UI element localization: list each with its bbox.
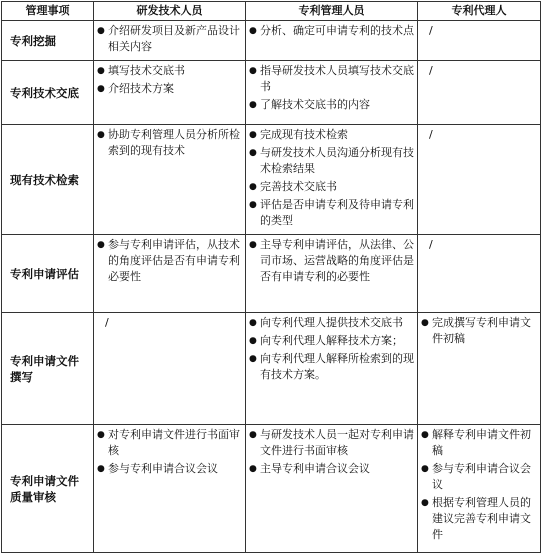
dev-cell (94, 21, 246, 61)
row-label: 现有技术检索 (2, 125, 94, 235)
mgr-cell (246, 21, 418, 61)
mgr-cell (246, 313, 418, 425)
mgr-cell (246, 235, 418, 313)
list-item: ● 填写技术交底书 (97, 63, 242, 79)
mgr-cell (246, 61, 418, 125)
list-item: ● 评估是否申请专利及待申请专利的类型 (249, 197, 414, 229)
list-item: ● 向专利代理人提供技术交底书 (249, 315, 414, 331)
list-item: ● 介绍技术方案 (97, 81, 242, 97)
dev-cell (94, 61, 246, 125)
patent-management-table (1, 1, 541, 553)
list-item: ● 向专利代理人解释技术方案； (249, 333, 414, 349)
row-label: 专利挖掘 (2, 21, 94, 61)
list-item: ● 向专利代理人解释所检索到的现有技术方案。 (249, 351, 414, 383)
list-item: ● 完成现有技术检索 (249, 127, 414, 143)
list-item: ● 分析、确定可申请专利的技术点 (249, 23, 414, 39)
list-item: ● 主导专利申请评估，从法律、公司市场、运营战略的角度评估是否有申请专利的必要性 (249, 237, 414, 285)
agent-cell (418, 313, 541, 425)
dev-cell (94, 235, 246, 313)
header-dev-staff: 研发技术人员 (94, 2, 246, 21)
list-item: ● 与研发技术人员一起对专利申请文件进行书面审核 (249, 427, 414, 459)
header-row (2, 2, 541, 21)
mgr-cell (246, 425, 418, 553)
agent-cell (418, 61, 541, 125)
dev-cell (94, 125, 246, 235)
dev-cell (94, 425, 246, 553)
list-item: ● 完成撰写专利申请文件初稿 (421, 315, 537, 347)
table-row (2, 425, 541, 553)
list-item: ● 主导专利申请合议会议 (249, 461, 414, 477)
list-item: ● 指导研发技术人员填写技术交底书 (249, 63, 414, 95)
row-label: 专利申请文件撰写 (2, 313, 94, 425)
list-item: ● 协助专利管理人员分析所检索到的现有技术 (97, 127, 242, 159)
list-item: ● 解释专利申请文件初稿 (421, 427, 537, 459)
list-item: ● 根据专利管理人员的建议完善专利申请文件 (421, 495, 537, 543)
mgr-cell (246, 125, 418, 235)
empty-mark: / (429, 128, 433, 141)
row-label: 专利申请评估 (2, 235, 94, 313)
empty-mark: / (429, 64, 433, 77)
empty-mark: / (105, 316, 109, 329)
list-item: ● 参与专利申请评估，从技术的角度评估是否有申请专利必要性 (97, 237, 242, 285)
list-item: ● 参与专利申请合议会议 (421, 461, 537, 493)
agent-cell (418, 425, 541, 553)
row-label: 专利技术交底 (2, 61, 94, 125)
row-label: 专利申请文件质量审核 (2, 425, 94, 553)
empty-mark: / (429, 238, 433, 251)
table-row (2, 313, 541, 425)
list-item: ● 了解技术交底书的内容 (249, 97, 414, 113)
header-patent-agent: 专利代理人 (418, 2, 541, 21)
list-item: ● 参与专利申请合议会议 (97, 461, 242, 477)
table-row (2, 125, 541, 235)
dev-cell (94, 313, 246, 425)
table-row (2, 21, 541, 61)
header-patent-manager: 专利管理人员 (246, 2, 418, 21)
list-item: ● 介绍研发项目及新产品设计相关内容 (97, 23, 242, 55)
header-matter: 管理事项 (2, 2, 94, 21)
empty-mark: / (429, 24, 433, 37)
agent-cell (418, 21, 541, 61)
table-row (2, 61, 541, 125)
list-item: ● 对专利申请文件进行书面审核 (97, 427, 242, 459)
table-row (2, 235, 541, 313)
agent-cell (418, 125, 541, 235)
list-item: ● 与研发技术人员沟通分析现有技术检索结果 (249, 145, 414, 177)
list-item: ● 完善技术交底书 (249, 179, 414, 195)
agent-cell (418, 235, 541, 313)
